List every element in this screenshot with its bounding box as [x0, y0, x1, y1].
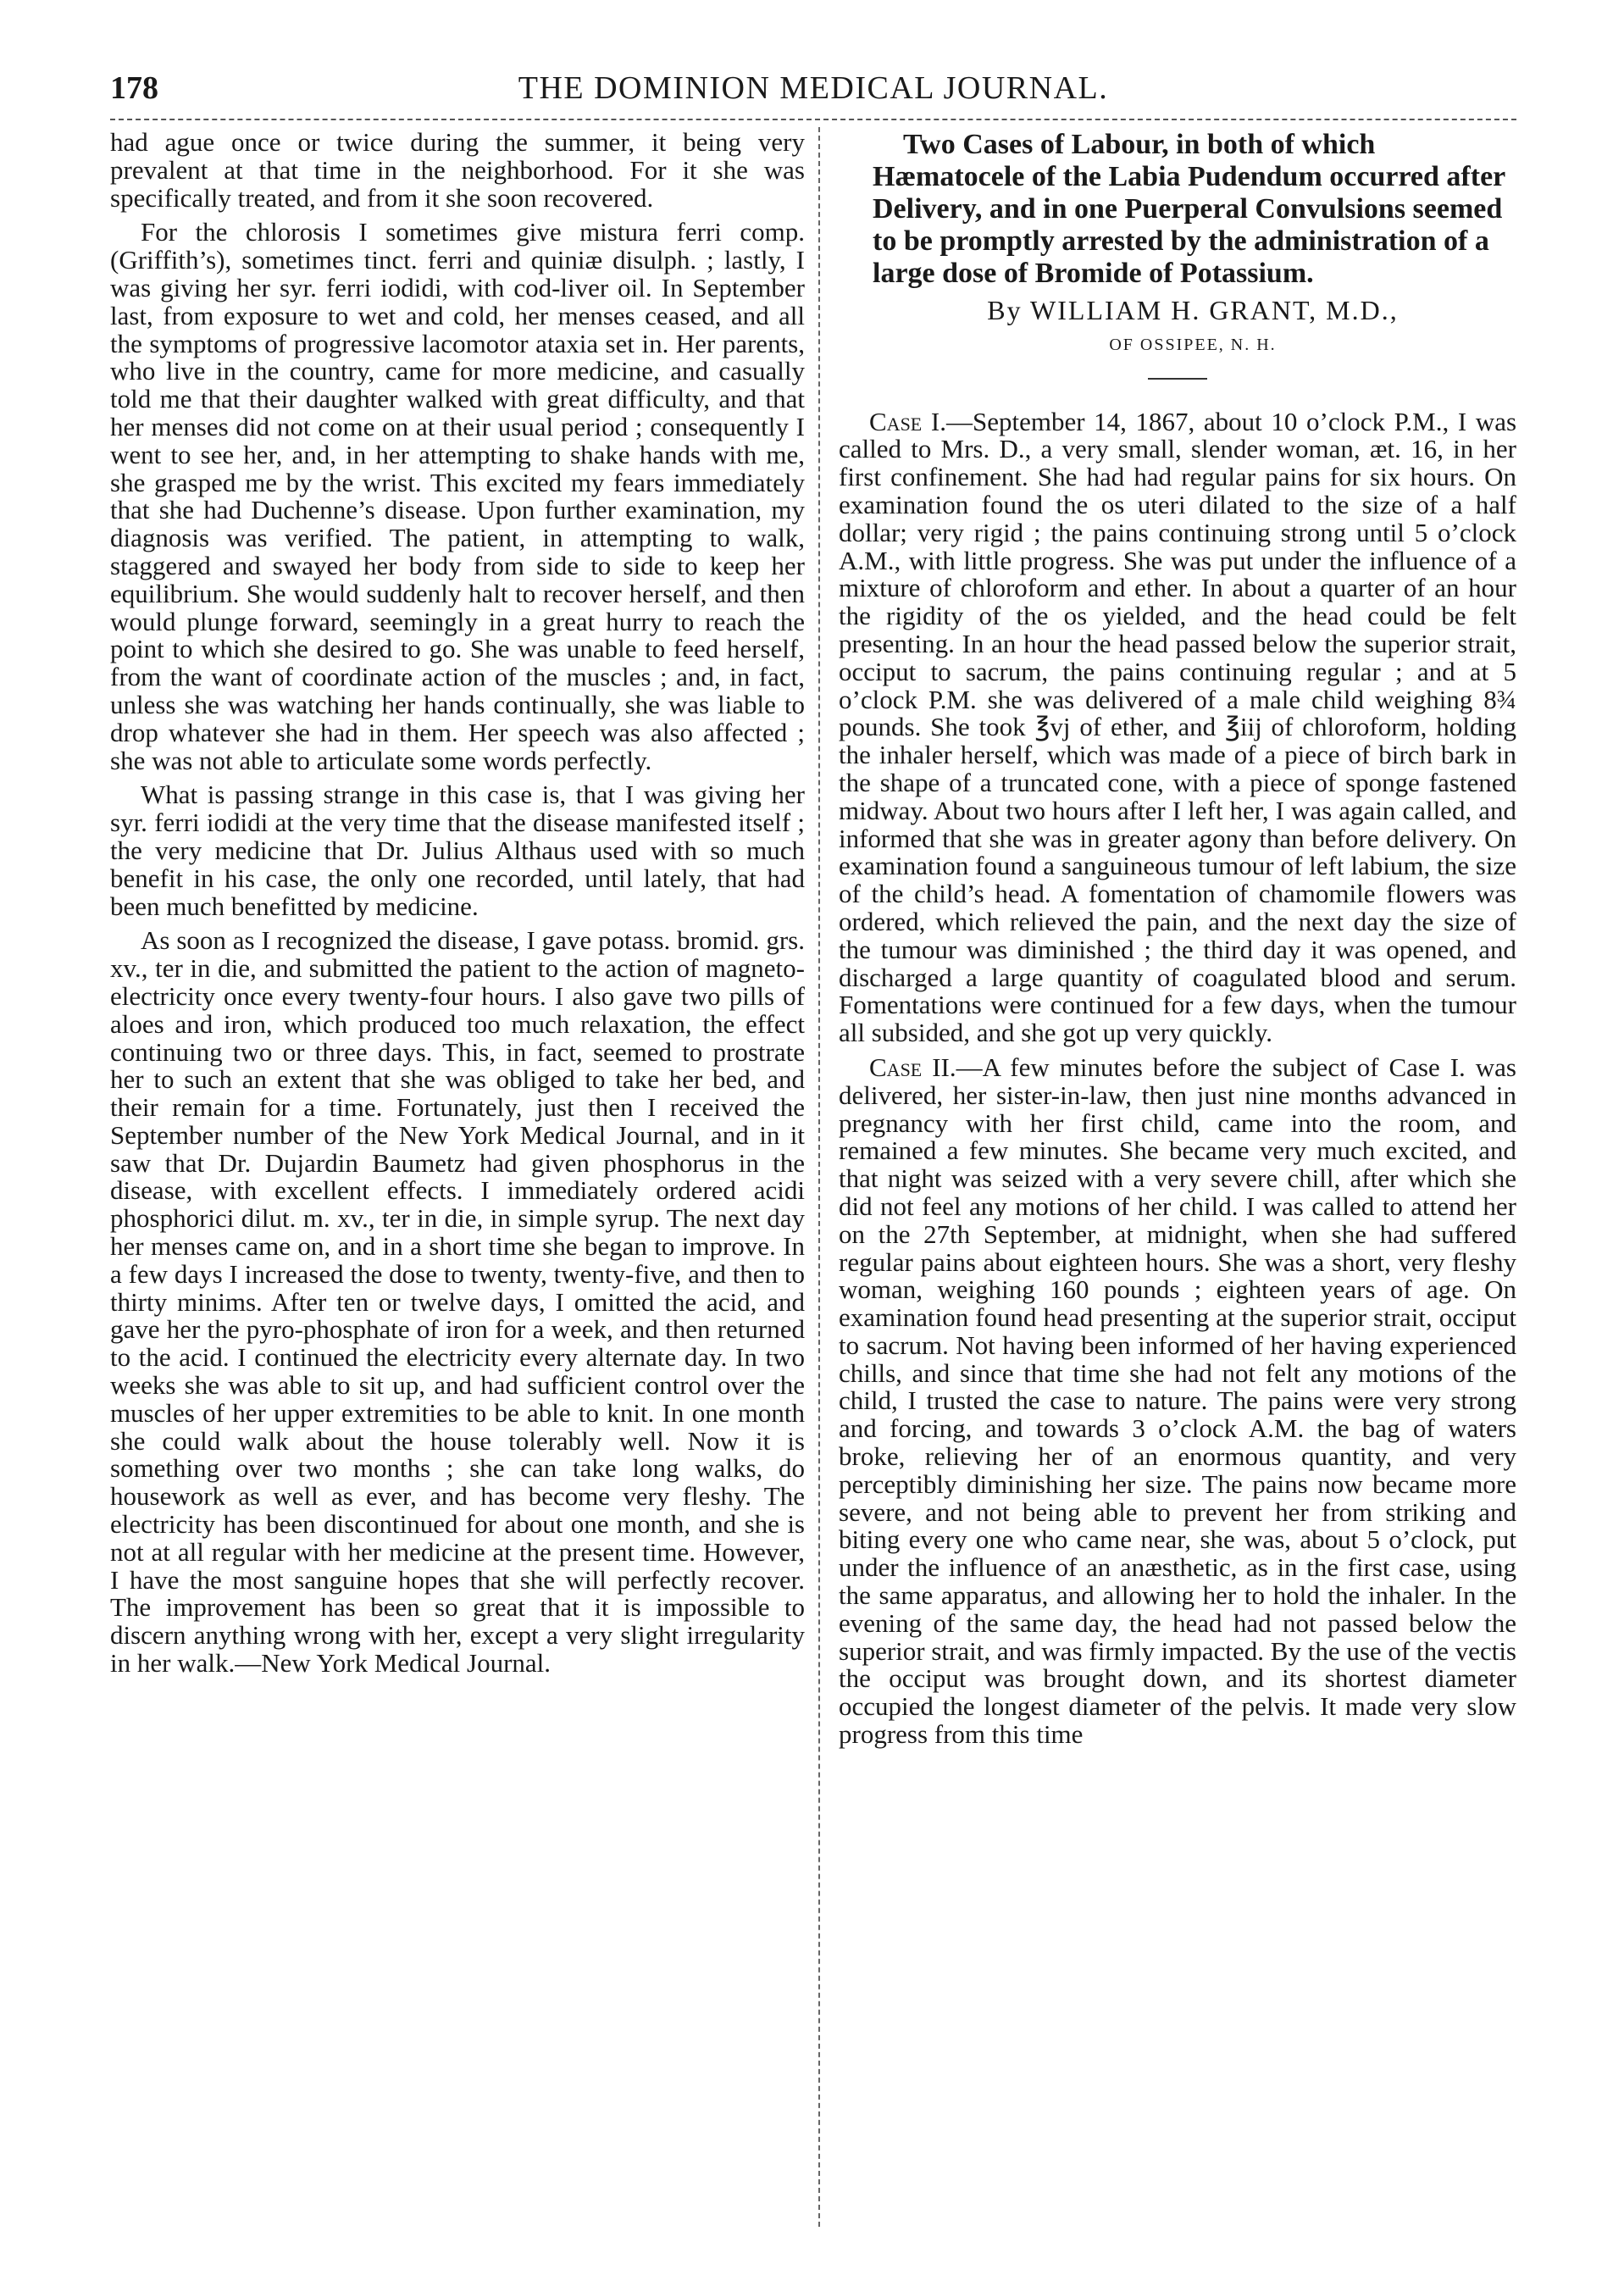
author-byline: By WILLIAM H. GRANT, M.D., — [987, 295, 1399, 325]
article-title: Two Cases of Labour, in both of which Hæmatocele of the Labia Pudendum occurred after Delivery, and in one Puerperal Convulsions seemed to be promptly arrested by the administration of a large dose of Bromide of Potassium. — [873, 129, 1505, 289]
title-rule — [1148, 378, 1207, 380]
case-2-paragraph — [839, 1054, 1516, 1749]
case-1-text: —September 14, 1867, about 10 o’clock P.M., I was called to Mrs. D., a very small, slender woman, æt. 16, in her first confinement. She had had regular pains for six hours. On examination found the os uteri dilated to the size of a half dollar; very rigid ; the pains continuing strong until 5 o’clock A.M., with little progress. She was put under the influence of a mixture of chloroform and ether. In about a quarter of an hour the rigidity of the os yielded, and the head could be felt presenting. In an hour the head passed below the superior strait, occiput to sacrum, the pains continuing regular ; and at 5 o’clock P.M. she was delivered of a male child weighing 8¾ pounds. She took ℥vj of ether, and ℥iij of chloroform, holding the inhaler herself, which was made of a piece of birch bark in the shape of a truncated cone, with a piece of sponge fastened midway. About two hours after I left her, I was again called, and informed that she was in greater agony than before delivery. On examination found a sanguineous tumour of left labium, the size of the child’s head. A fomentation of chamomile flowers was ordered, which relieved the pain, and the next day the size of the tumour was diminished ; the third day it was opened, and discharged a large quantity of coagulated blood and serum. Fomentations were continued for a few days, when the tumour all subsided, and she got up very quickly. — [839, 406, 1517, 1048]
left-paragraph-3: What is passing strange in this case is, that I was giving her syr. ferri iodidi at the very time that the disease manifested itself ; the very medicine that Dr. Julius Althaus used with so much benefit in his case, the only one recorded, until lately, that had been much benefitted by medicine. — [110, 780, 805, 921]
author-affiliation: OF OSSIPEE, N. H. — [1109, 335, 1277, 354]
case-2-text: —A few minutes before the subject of Case I. was delivered, her sister-in-law, then just nine months advanced in pregnancy with her first child, came into the room, and remained a few minutes. She became very much excited, and that night was seized with a very severe chill, after which she did not feel any motions of her child. I was called to attend her on the 27th September, at midnight, when she had suffered regular pains about eighteen hours. She was a short, very fleshy woman, weighing 160 pounds ; eighteen years of age. On examination found head presenting at the superior strait, occiput to sacrum. Not having been informed of her having experienced chills, and since that time she had not felt any motions of the child, I trusted the case to nature. The pains were very strong and forcing, and towards 3 o’clock A.M. the bag of waters broke, relieving her of an enormous quantity, and very perceptibly diminishing her size. The pains now became more severe, and not being able to prevent her from striking and biting every one who came near, she was, about 5 o’clock, put under the influence of an anæsthetic, as in the first case, using the same apparatus, and allowing her to hold the inhaler. In the evening of the same day, the head had not passed below the superior strait, and was firmly impacted. By the use of the vectis the occiput was brought down, and its shortest diameter occupied the longest diameter of the pelvis. It made very slow progress from this time — [839, 1052, 1516, 1750]
left-column — [110, 129, 805, 1678]
header-rule — [110, 119, 1516, 120]
right-column — [839, 129, 1516, 1749]
left-paragraph-2: For the chlorosis I sometimes give mistura ferri comp. (Griffith’s), sometimes tinct. ferri and quiniæ disulph. ; lastly, I was giving her syr. ferri iodidi, with cod-liver oil. In September last, from exposure to wet and cold, her menses ceased, and all the symptoms of progressive lacomotor ataxia set in. Her parents, who live in the country, came for more medicine, and casually told me that their daughter walked with great difficulty, and that her menses did not come on at their usual period ; consequently I went to see her, and, in her attempting to shake hands with me, she grasped me by the wrist. This excited my fears immediately that she had Duchenne’s disease. Upon further examination, my diagnosis was verified. The patient, in attempting to walk, staggered and swayed her body from side to side to keep her equilibrium. She would suddenly halt to recover herself, and then would plunge forward, seemingly in a great hurry to reach the point to which she desired to go. She was unable to feed herself, from the want of coordinate action of the muscles ; and, in fact, unless she was watching her hands continually, she was liable to drop whatever she had in them. Her speech was also affected ; she was not able to articulate some words perfectly. — [110, 217, 805, 775]
case-1-label: Case I. — [869, 406, 946, 436]
running-title: THE DOMINION MEDICAL JOURNAL. — [518, 70, 1109, 106]
column-divider — [818, 127, 820, 2227]
left-paragraph-4: As soon as I recognized the disease, I gave potass. bromid. grs. xv., ter in die, and submitted the patient to the action of magneto-electricity once every twenty-four hours. I also gave two pills of aloes and iron, which produced too much relaxation, the effect continuing two or three days. This, in fact, seemed to prostrate her to such an extent that she was obliged to take her bed, and their remain for a time. Fortunately, just then I received the September number of the New York Medical Journal, and in it saw that Dr. Dujardin Baumetz had given phosphorus in the disease, with excellent effects. I immediately ordered acidi phosphorici dilut. m. xv., ter in die, in simple syrup. The next day her menses came on, and in a short time she began to improve. In a few days I increased the dose to twenty, twenty-five, and then to thirty minims. After ten or twelve days, I omitted the acid, and gave her the pyro-phosphate of iron for a week, and then returned to the acid. I continued the electricity every alternate day. In two weeks she was able to sit up, and had sufficient control over the muscles of her upper extremities to be able to knit. In one month she could walk about the house tolerably well. Now it is something over two months ; she can take long walks, do housework as well as ever, and has become very fleshy. The electricity has been discontinued for about one month, and she is not at all regular with her medicine at the present time. However, I have the most sanguine hopes that she will perfectly recover. The improvement has been so great that it is impossible to discern anything wrong with her, except a very slight irregularity in her walk.—New York Medical Journal. — [110, 925, 805, 1679]
page-header — [110, 69, 1516, 120]
case-2-label: Case II. — [869, 1052, 956, 1082]
left-paragraph-1: had ague once or twice during the summer, it being very prevalent at that time in the neighborhood. For it she was specifically treated, and from it she soon recovered. — [110, 127, 805, 213]
page-number: 178 — [110, 70, 158, 106]
case-1-paragraph — [839, 408, 1516, 1047]
